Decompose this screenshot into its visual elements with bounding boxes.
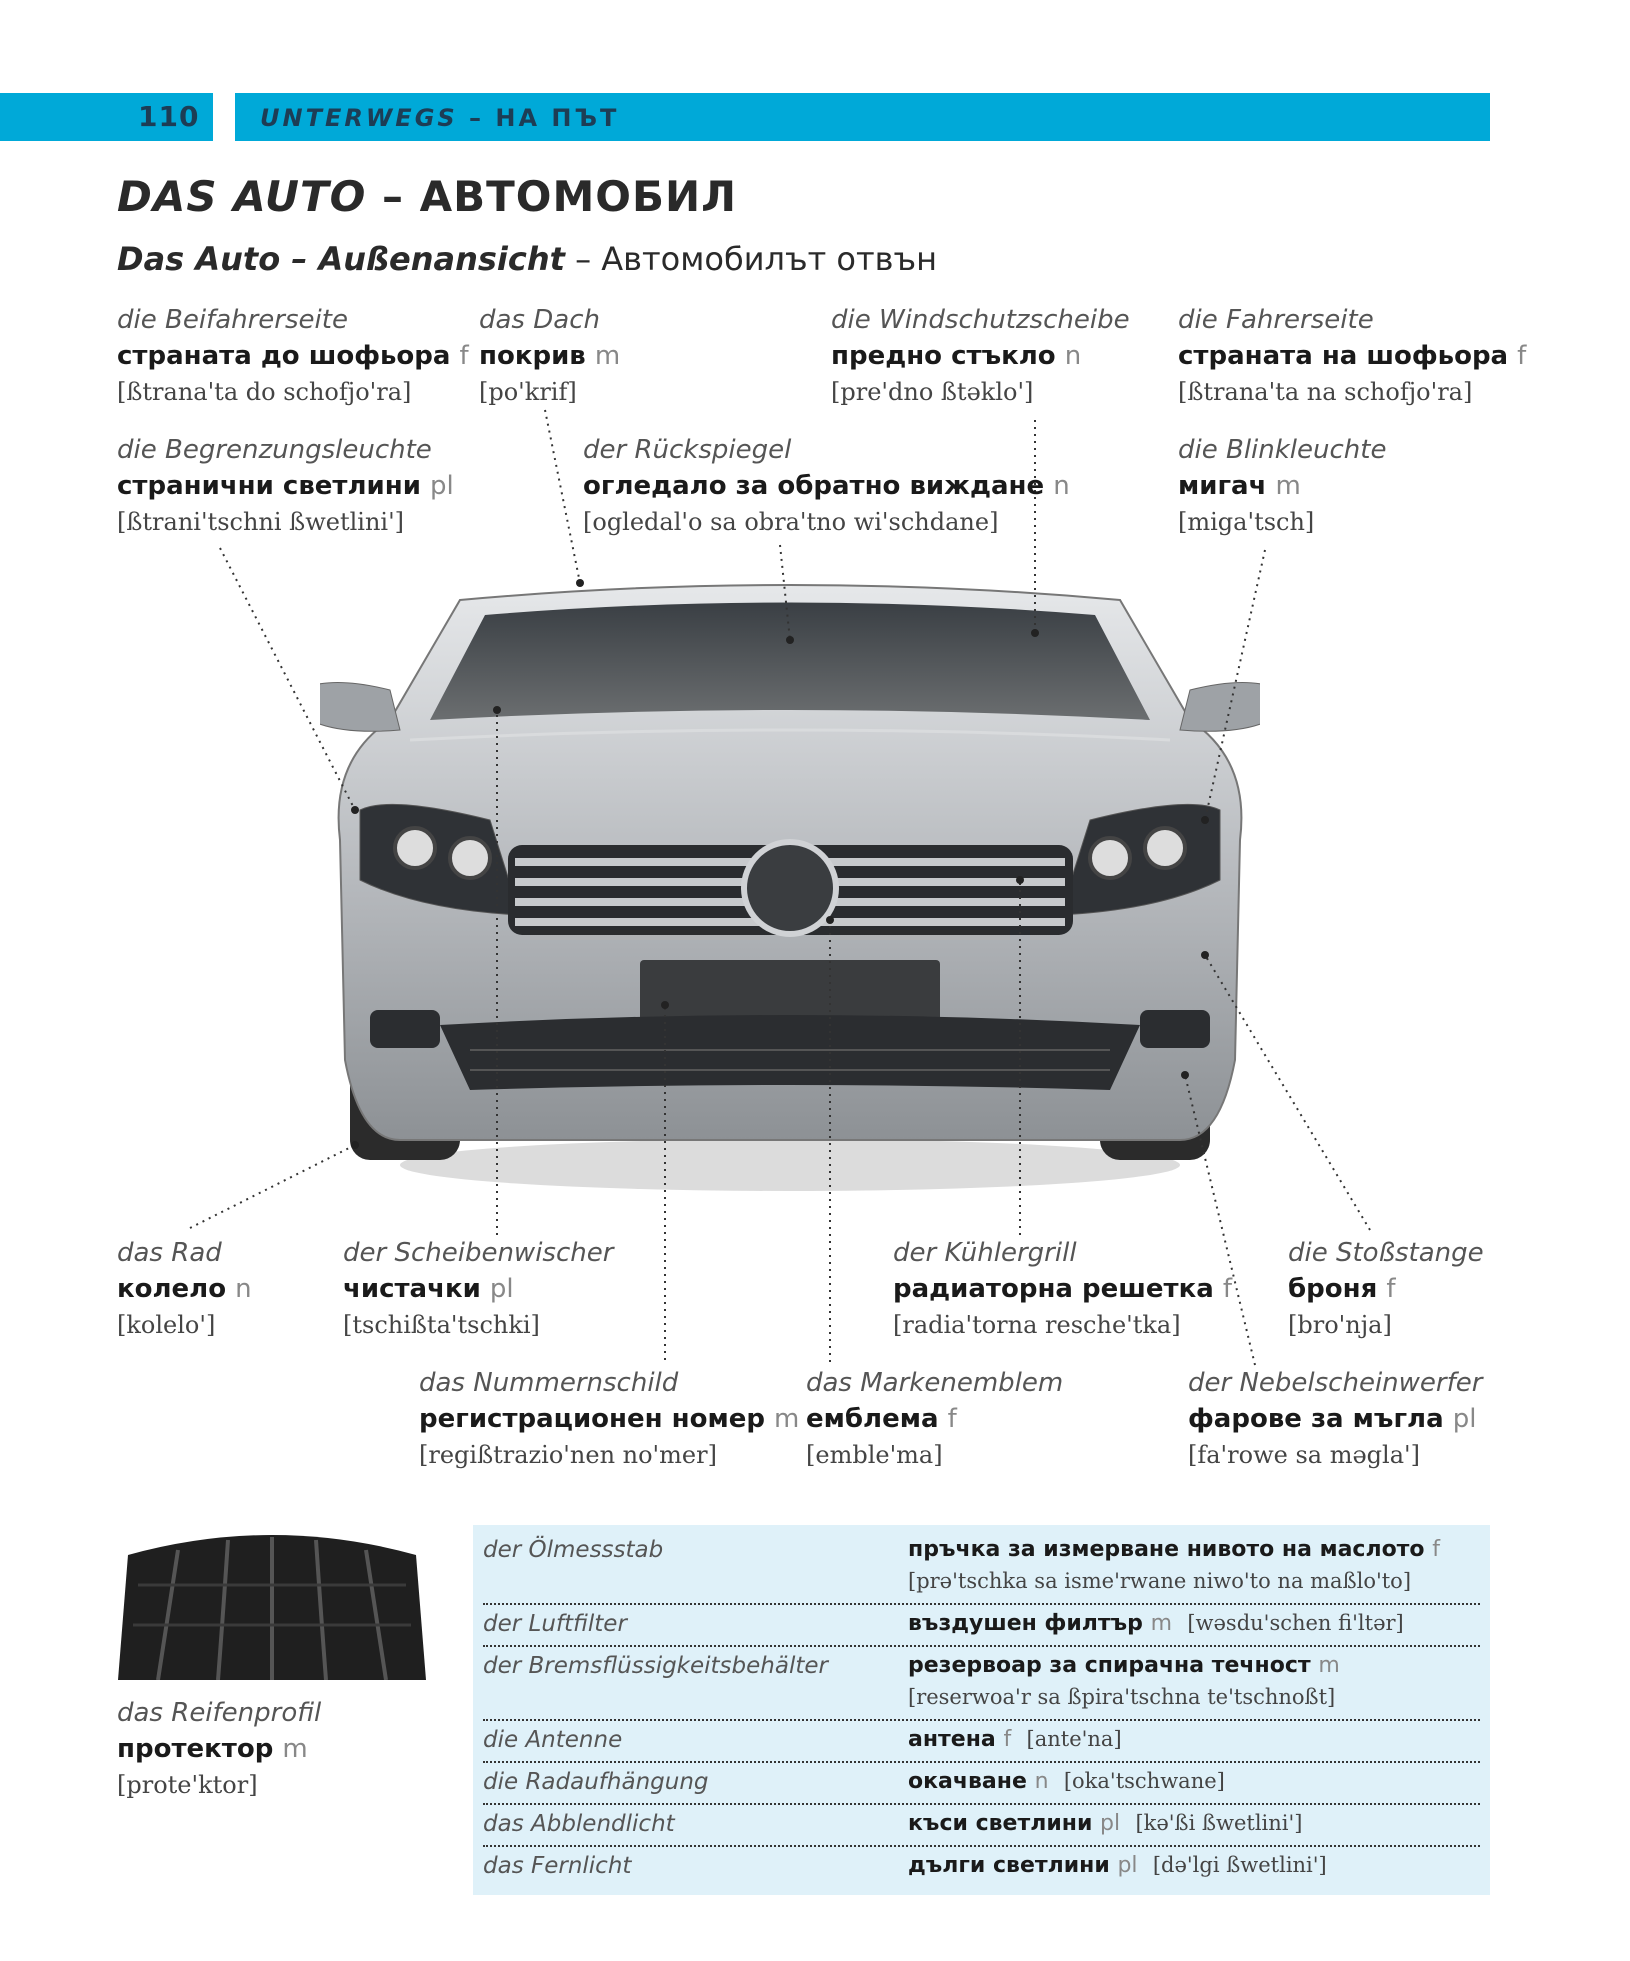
label-begrenzungsleuchte: die Begrenzungsleuchte странични светлини pl [ßtrani'tschni ßwetlini'] bbox=[117, 435, 454, 536]
table-row: der Luftfilter въздушен филтър m [wəsdu'schen fi'ltər] bbox=[483, 1605, 1480, 1647]
table-row: das Fernlicht дълги светлини pl [də'lgi ßwetlini'] bbox=[483, 1853, 1327, 1879]
label-nebelscheinwerfer: der Nebelscheinwerfer фарове за мъгла pl [fa'rowe sa məgla'] bbox=[1188, 1368, 1483, 1469]
label-kuehlergrill: der Kühlergrill радиаторна решетка f [radia'torna resche'tka] bbox=[893, 1238, 1232, 1339]
label-rad: das Rad колело n [kolelo'] bbox=[117, 1238, 252, 1339]
label-markenemblem: das Markenemblem емблема f [emble'ma] bbox=[806, 1368, 1064, 1469]
table-row: die Radaufhängung окачване n [oka'tschwane] bbox=[483, 1763, 1480, 1805]
page-title: DAS AUTO – АВТОМОБИЛ bbox=[117, 172, 737, 221]
vocabulary-table bbox=[473, 1525, 1490, 1895]
label-stossstange: die Stoßstange броня f [bro'nja] bbox=[1288, 1238, 1484, 1339]
label-windschutzscheibe: die Windschutzscheibe предно стъкло n [pre'dno ßtəklo'] bbox=[831, 305, 1130, 406]
section-title: UNTERWEGS – НА ПЪТ bbox=[260, 104, 620, 132]
page-number: 110 bbox=[138, 100, 200, 133]
table-row: das Abblendlicht къси светлини pl [kə'ßi ßwetlini'] bbox=[483, 1805, 1480, 1847]
label-reifenprofil: das Reifenprofil протектор m [prote'ktor] bbox=[117, 1698, 322, 1799]
label-rueckspiegel: der Rückspiegel огледало за обратно виждане n [ogledal'o sa obra'tno wi'schdane] bbox=[583, 435, 1070, 536]
label-blinkleuchte: die Blinkleuchte мигач m [miga'tsch] bbox=[1178, 435, 1387, 536]
table-row: die Antenne антена f [ante'na] bbox=[483, 1721, 1480, 1763]
table-row: der Ölmessstab пръчка за измерване нивото на маслото f [prə'tschka sa isme'rwane niwo'to na maßlo'to] bbox=[483, 1531, 1480, 1605]
tire-image bbox=[118, 1525, 426, 1684]
label-fahrerseite: die Fahrerseite страната на шофьора f [ßtrana'ta na schofjo'ra] bbox=[1178, 305, 1527, 406]
label-nummernschild: das Nummernschild регистрационен номер m [regißtrazio'nen no'mer] bbox=[419, 1368, 800, 1469]
label-dach: das Dach покрив m [po'krif] bbox=[479, 305, 621, 406]
label-scheibenwischer: der Scheibenwischer чистачки pl [tschißta'tschki] bbox=[343, 1238, 614, 1339]
table-row: der Bremsflüssigkeitsbehälter резервоар за спирачна течност m [reserwoa'r sa ßpira'tschna te'tschnoßt] bbox=[483, 1647, 1480, 1721]
label-beifahrerseite: die Beifahrerseite страната до шофьора f [ßtrana'ta do schofjo'ra] bbox=[117, 305, 469, 406]
page-subtitle: Das Auto – Außenansicht – Автомобилът отвън bbox=[117, 240, 937, 278]
